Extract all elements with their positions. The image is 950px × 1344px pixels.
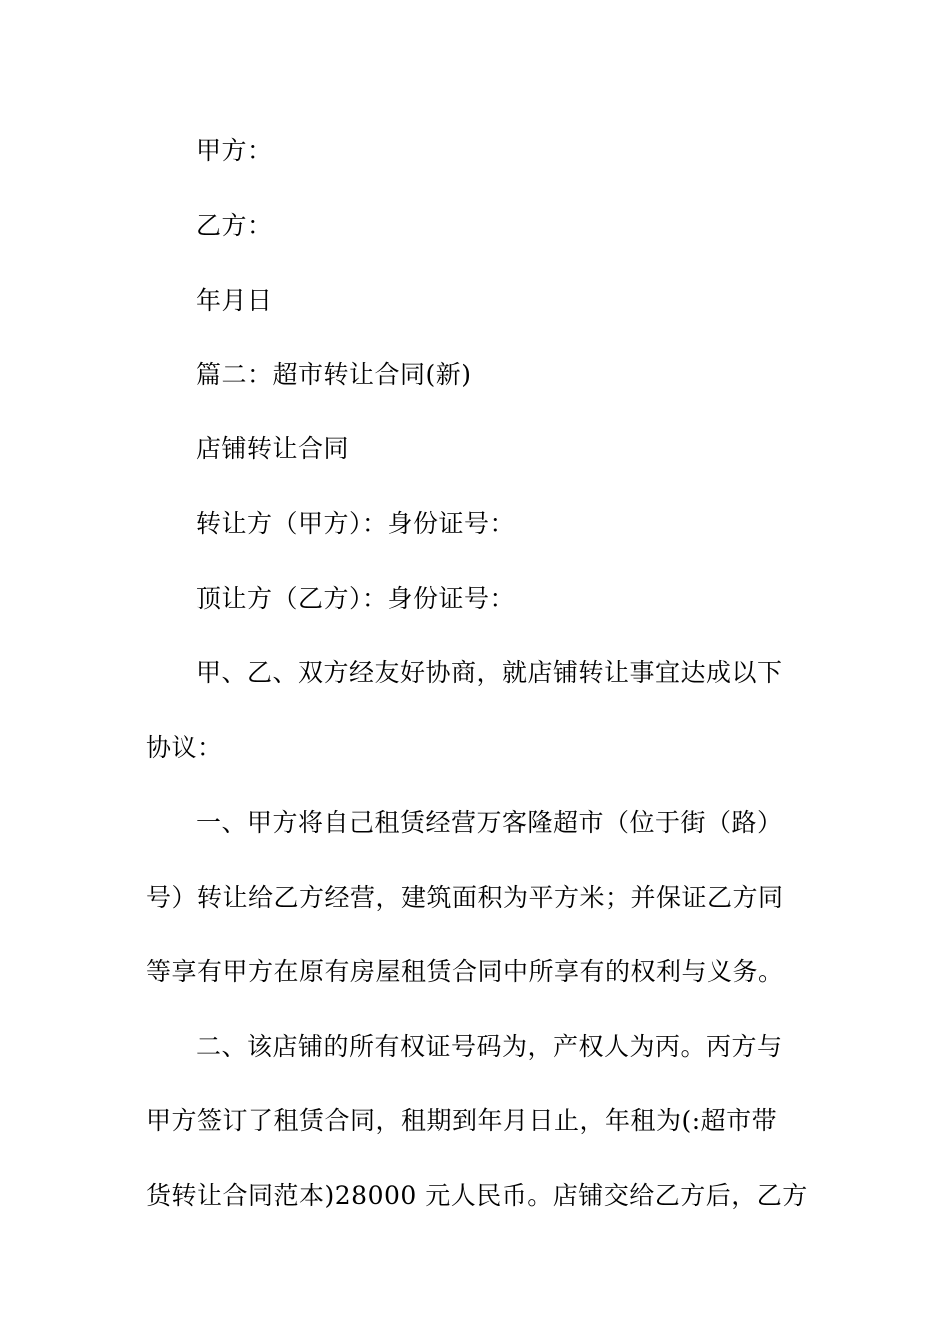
paragraph-line: 货转让合同范本)28000 元人民币。店铺交给乙方后，乙方 xyxy=(146,1181,808,1210)
paragraph-line: 协议： xyxy=(146,733,223,762)
date-line: 年月日 xyxy=(196,286,273,315)
section-heading: 篇二：超市转让合同(新) xyxy=(196,360,472,389)
paragraph-line: 甲、乙、双方经友好协商，就店铺转让事宜达成以下 xyxy=(196,658,783,687)
paragraph-line: 甲方签订了租赁合同，租期到年月日止，年租为(:超市带 xyxy=(146,1106,778,1135)
paragraph-line: 等享有甲方在原有房屋租赁合同中所享有的权利与义务。 xyxy=(146,957,784,986)
paragraph-line: 一、甲方将自己租赁经营万客隆超市（位于街（路） xyxy=(196,808,783,837)
transferor-line: 转让方（甲方）：身份证号： xyxy=(196,509,516,538)
paragraph-line: 号）转让给乙方经营，建筑面积为平方米；并保证乙方同 xyxy=(146,883,784,912)
party-b-line: 乙方： xyxy=(196,211,273,240)
transferee-line: 顶让方（乙方）：身份证号： xyxy=(196,584,516,613)
paragraph-line: 二、该店铺的所有权证号码为，产权人为丙。丙方与 xyxy=(196,1032,783,1061)
contract-title: 店铺转让合同 xyxy=(196,434,350,463)
party-a-line: 甲方： xyxy=(196,136,273,165)
